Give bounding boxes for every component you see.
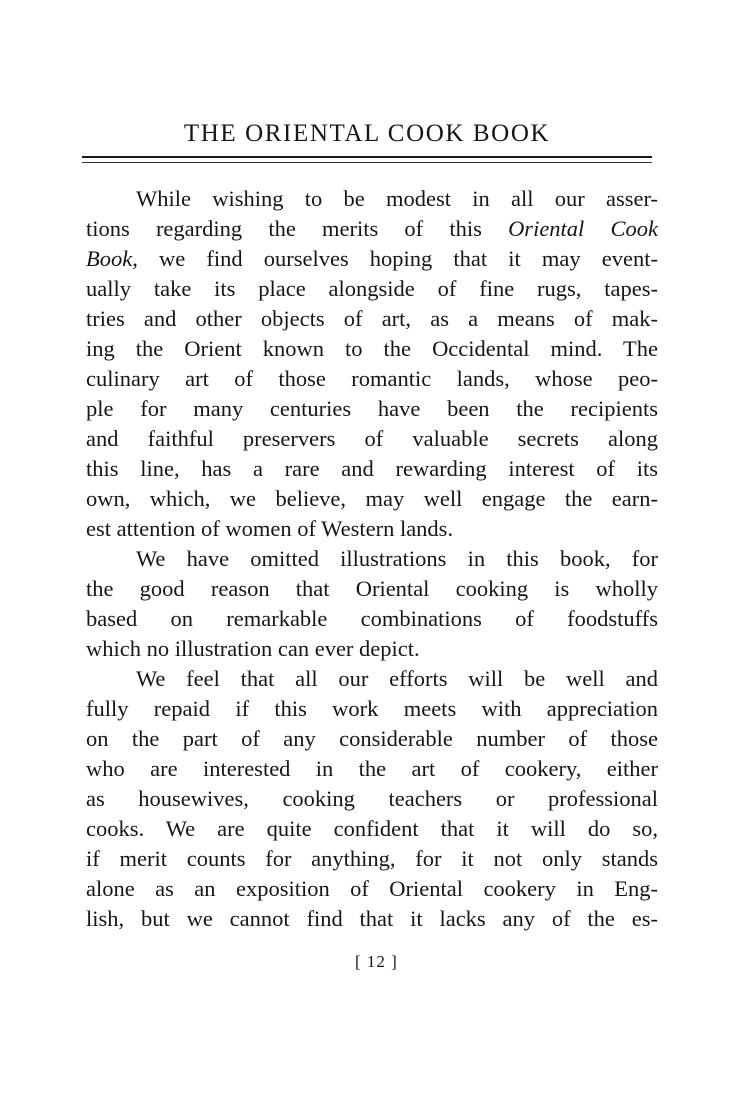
text-line xyxy=(86,904,658,934)
body-text xyxy=(86,184,658,934)
paragraph xyxy=(86,544,658,664)
text-run: alone as an exposition of Oriental cookery in Eng- xyxy=(86,876,658,901)
text-run: and faithful preservers of valuable secrets along xyxy=(86,426,658,451)
text-line xyxy=(86,514,658,544)
text-run: culinary art of those romantic lands, whose peo- xyxy=(86,366,658,391)
text-line xyxy=(86,454,658,484)
text-run: own, which, we believe, may well engage the earn- xyxy=(86,486,658,511)
text-line xyxy=(86,724,658,754)
running-head: THE ORIENTAL COOK BOOK xyxy=(183,120,551,147)
text-line xyxy=(86,334,658,364)
text-run: tries and other objects of art, as a means of mak- xyxy=(86,306,658,331)
text-run: We feel that all our efforts will be well and xyxy=(136,666,658,691)
text-run: Oriental Cook xyxy=(508,216,658,241)
text-run: tions regarding the merits of this xyxy=(86,216,509,241)
text-run: who are interested in the art of cookery, either xyxy=(86,756,658,781)
text-line xyxy=(86,424,658,454)
text-line xyxy=(86,814,658,844)
page-number: [ 12 ] xyxy=(355,952,398,971)
text-run: ing the Orient known to the Occidental mind. The xyxy=(86,336,658,361)
header-rule-thin xyxy=(82,162,652,163)
text-line xyxy=(86,844,658,874)
text-run: Book, xyxy=(86,246,138,271)
text-run: cooks. We are quite confident that it will do so, xyxy=(86,816,658,841)
text-line xyxy=(86,364,658,394)
text-run: we find ourselves hoping that it may event- xyxy=(137,246,658,271)
text-line xyxy=(86,244,658,274)
text-line xyxy=(86,274,658,304)
text-run: fully repaid if this work meets with appreciation xyxy=(86,696,658,721)
text-run: if merit counts for anything, for it not only stands xyxy=(86,846,658,871)
text-run: on the part of any considerable number of those xyxy=(86,726,658,751)
text-run: We have omitted illustrations in this book, for xyxy=(136,546,658,571)
text-line xyxy=(86,394,658,424)
text-line xyxy=(86,634,658,664)
text-line xyxy=(86,664,658,694)
text-run: ually take its place alongside of fine rugs, tapes- xyxy=(86,276,658,301)
header-rule-thick xyxy=(82,156,652,158)
text-line xyxy=(86,214,658,244)
paragraph xyxy=(86,184,658,544)
paragraph xyxy=(86,664,658,934)
text-line xyxy=(86,754,658,784)
text-line xyxy=(86,574,658,604)
text-line xyxy=(86,544,658,574)
text-run: as housewives, cooking teachers or professional xyxy=(86,786,658,811)
text-line xyxy=(86,694,658,724)
text-line xyxy=(86,604,658,634)
text-run: this line, has a rare and rewarding interest of its xyxy=(86,456,658,481)
text-run: est attention of women of Western lands. xyxy=(86,516,454,541)
text-line xyxy=(86,874,658,904)
text-run: which no illustration can ever depict. xyxy=(86,636,420,661)
text-run: While wishing to be modest in all our asser- xyxy=(136,186,658,211)
text-run: based on remarkable combinations of foodstuffs xyxy=(86,606,658,631)
text-line xyxy=(86,484,658,514)
text-line xyxy=(86,304,658,334)
text-line xyxy=(86,184,658,214)
text-run: lish, but we cannot find that it lacks any of the es- xyxy=(86,906,658,931)
text-run: the good reason that Oriental cooking is wholly xyxy=(86,576,658,601)
text-run: ple for many centuries have been the recipients xyxy=(86,396,658,421)
text-line xyxy=(86,784,658,814)
